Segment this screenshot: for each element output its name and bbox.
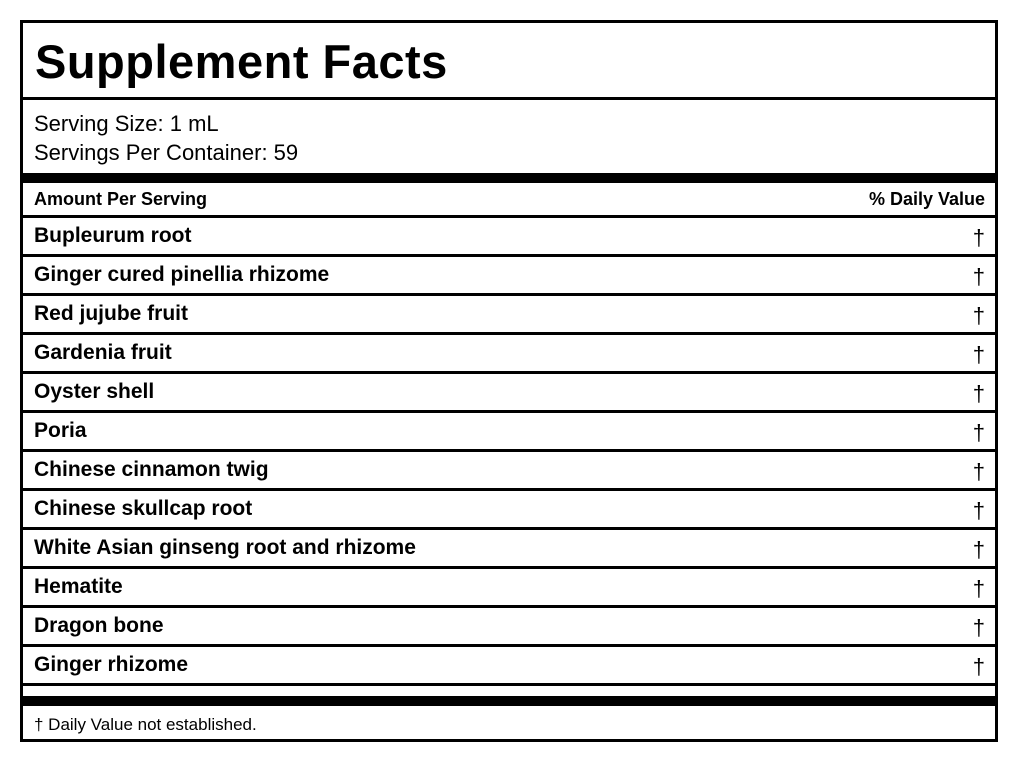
ingredient-row xyxy=(23,296,995,335)
footnote: † Daily Value not established. xyxy=(34,715,257,734)
ingredient-name: White Asian ginseng root and rhizome xyxy=(34,536,416,559)
amount-per-serving-header: Amount Per Serving xyxy=(34,189,208,209)
daily-value-dagger: † xyxy=(972,576,985,601)
ingredient-row xyxy=(23,569,995,608)
daily-value-dagger: † xyxy=(972,537,985,562)
ingredient-row xyxy=(23,335,995,374)
ingredient-name: Chinese cinnamon twig xyxy=(34,458,269,481)
ingredient-name: Gardenia fruit xyxy=(34,341,172,364)
daily-value-dagger: † xyxy=(972,342,985,367)
daily-value-dagger: † xyxy=(972,264,985,289)
ingredient-row xyxy=(23,452,995,491)
servings-per-container: Servings Per Container: 59 xyxy=(34,140,299,165)
supplement-facts-label xyxy=(20,20,998,742)
ingredient-row xyxy=(23,218,995,257)
ingredient-row xyxy=(23,491,995,530)
daily-value-dagger: † xyxy=(972,420,985,445)
ingredient-row xyxy=(23,608,995,647)
daily-value-dagger: † xyxy=(972,654,985,679)
daily-value-dagger: † xyxy=(972,615,985,640)
ingredient-list xyxy=(23,218,995,686)
ingredient-row xyxy=(23,647,995,686)
daily-value-dagger: † xyxy=(972,498,985,523)
label-title: Supplement Facts xyxy=(35,35,448,88)
daily-value-header: % Daily Value xyxy=(868,189,985,209)
divider-thick-top xyxy=(23,173,995,183)
divider-thick-bottom xyxy=(23,696,995,706)
ingredient-name: Chinese skullcap root xyxy=(34,497,253,520)
ingredient-row xyxy=(23,257,995,296)
ingredient-name: Red jujube fruit xyxy=(34,302,188,325)
daily-value-dagger: † xyxy=(972,225,985,250)
ingredient-row xyxy=(23,374,995,413)
title-row xyxy=(23,23,995,101)
daily-value-dagger: † xyxy=(972,303,985,328)
serving-size: Serving Size: 1 mL xyxy=(34,111,219,136)
ingredient-name: Bupleurum root xyxy=(34,224,192,247)
ingredient-name: Poria xyxy=(34,419,87,442)
ingredient-name: Ginger cured pinellia rhizome xyxy=(34,263,330,286)
daily-value-dagger: † xyxy=(972,381,985,406)
ingredient-name: Hematite xyxy=(34,575,123,598)
ingredient-name: Dragon bone xyxy=(34,614,164,637)
divider-title xyxy=(23,97,995,100)
ingredient-row xyxy=(23,530,995,569)
ingredient-name: Ginger rhizome xyxy=(34,653,189,676)
ingredient-row xyxy=(23,413,995,452)
daily-value-dagger: † xyxy=(972,459,985,484)
ingredient-name: Oyster shell xyxy=(34,380,155,403)
